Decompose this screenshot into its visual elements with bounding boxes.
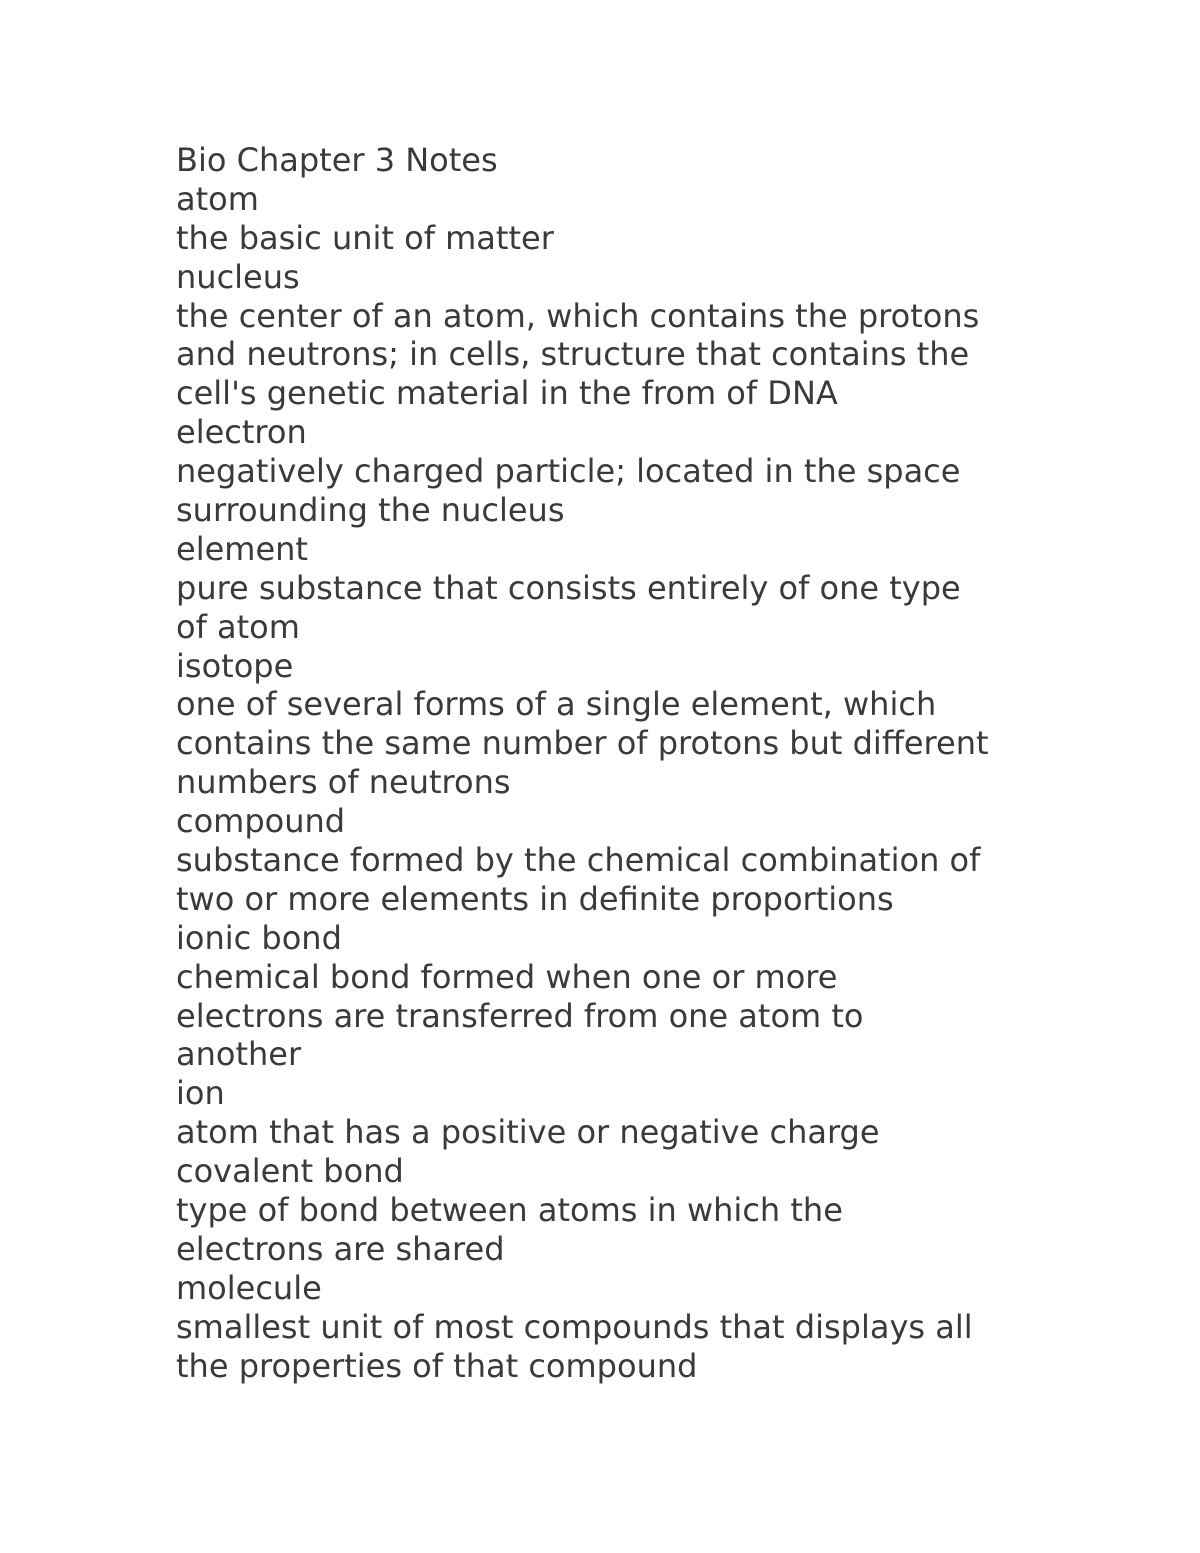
term-electron: electron <box>176 413 307 452</box>
term-element: element <box>176 529 308 568</box>
definition-line: one of several forms of a single element, which <box>176 685 937 724</box>
definition-line: chemical bond formed when one or more <box>176 957 838 996</box>
definition-line: smallest unit of most compounds that displays all <box>176 1307 973 1346</box>
definition-line: contains the same number of protons but different <box>176 724 989 763</box>
term-compound: compound <box>176 802 346 841</box>
term-nucleus: nucleus <box>176 257 300 296</box>
definition-line: negatively charged particle; located in the space <box>176 452 961 491</box>
definition-line: the properties of that compound <box>176 1346 698 1385</box>
term-ion: ion <box>176 1074 225 1113</box>
term-covalent-bond: covalent bond <box>176 1152 404 1191</box>
definition-line: substance formed by the chemical combination of <box>176 841 981 880</box>
term-ionic-bond: ionic bond <box>176 918 342 957</box>
definition-line: surrounding the nucleus <box>176 491 565 530</box>
definition-line: atom that has a positive or negative charge <box>176 1113 880 1152</box>
definition-line: numbers of neutrons <box>176 763 511 802</box>
definition-line: two or more elements in definite proportions <box>176 879 894 918</box>
definition-line: and neutrons; in cells, structure that contains the <box>176 335 970 374</box>
term-molecule: molecule <box>176 1268 322 1307</box>
document-title: Bio Chapter 3 Notes <box>176 141 498 179</box>
definition-line: the center of an atom, which contains the protons <box>176 296 980 335</box>
definition-line: cell's genetic material in the from of DNA <box>176 374 838 413</box>
definition-line: pure substance that consists entirely of one type <box>176 568 961 607</box>
definition-line: electrons are shared <box>176 1229 505 1268</box>
definition-line: type of bond between atoms in which the <box>176 1191 843 1230</box>
definition-line: of atom <box>176 607 300 646</box>
definition-line: another <box>176 1035 302 1074</box>
definition-line: the basic unit of matter <box>176 218 554 257</box>
term-isotope: isotope <box>176 646 294 685</box>
term-atom: atom <box>176 179 259 218</box>
definition-line: electrons are transferred from one atom to <box>176 996 864 1035</box>
notes-body <box>176 141 1056 1386</box>
